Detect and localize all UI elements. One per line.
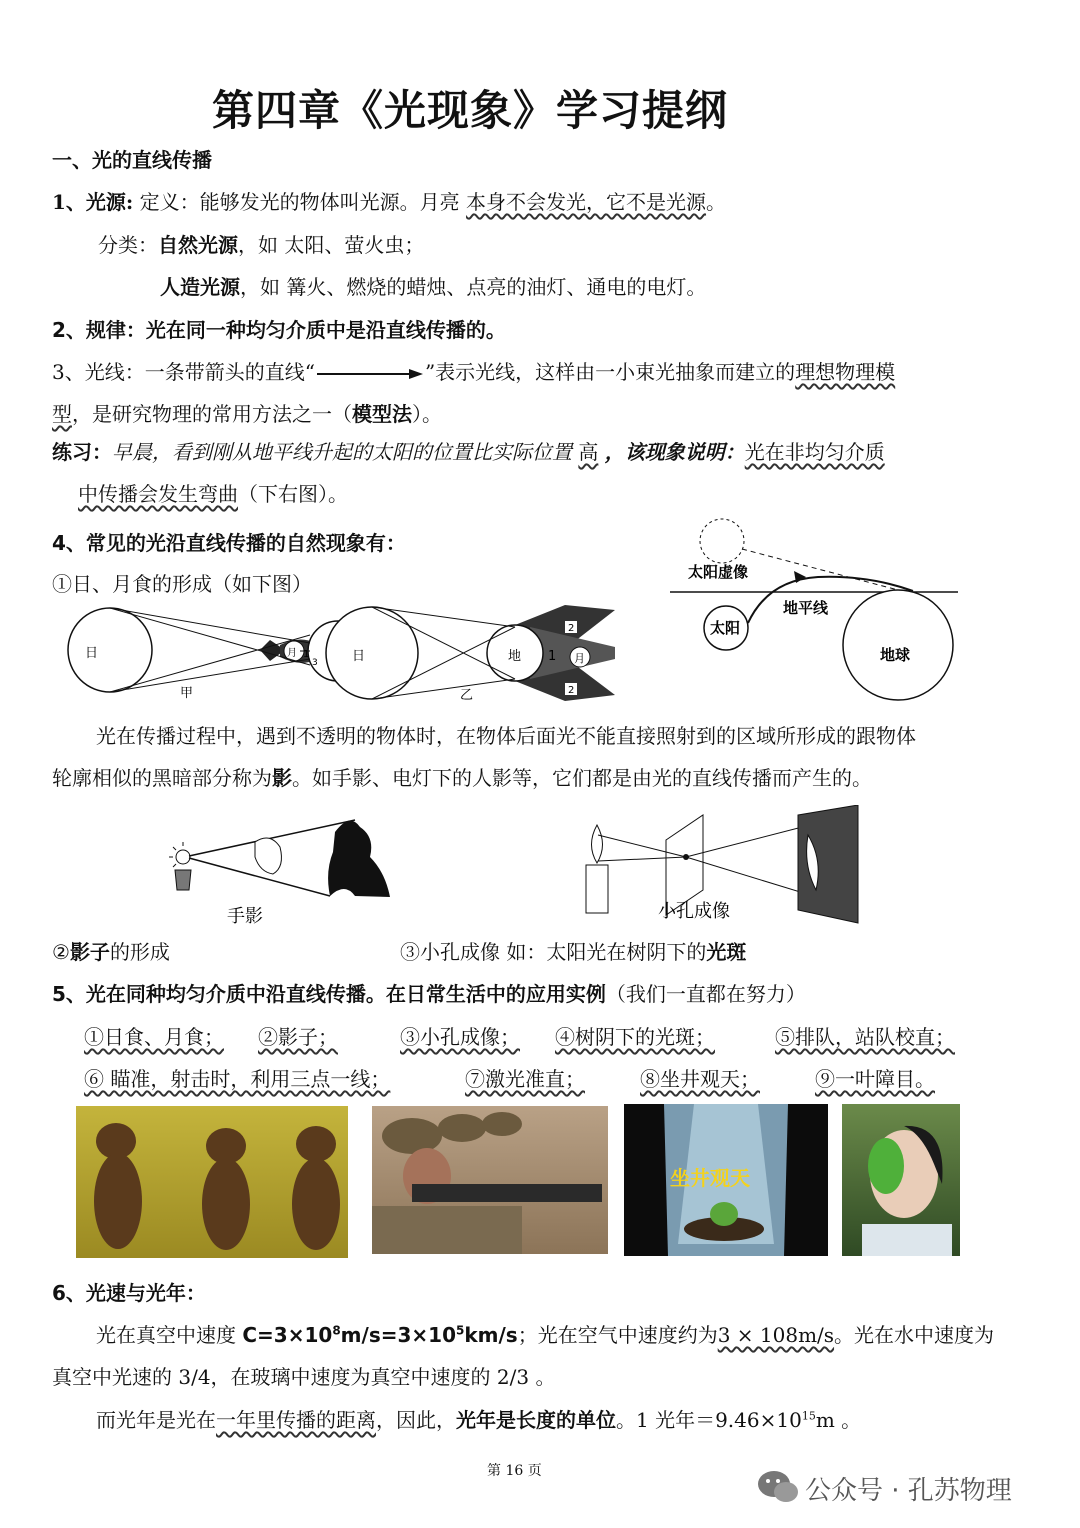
hand-shadow-figure — [155, 812, 405, 932]
label-earth-right: 地 — [508, 649, 522, 664]
label-1-right: 1 — [548, 649, 557, 664]
classification-line — [98, 229, 424, 258]
exercise-answer-cont: 中传播会发生弯曲 — [78, 482, 238, 506]
example-7: ⑦激光准直； — [465, 1067, 585, 1091]
page-title: 第四章《光现象》学习提纲 — [211, 86, 728, 135]
shadow-para-line2 — [52, 757, 872, 799]
exercise-answer2: 光在非均匀介质 — [744, 440, 885, 464]
caption-shadow-rest: 的形成 — [109, 940, 170, 964]
shadow-para-a: 轮廓相似的黑暗部分称为 — [52, 766, 272, 790]
example-6: ⑥ 瞄准，射击时，利用三点一线； — [84, 1067, 391, 1091]
caption-shadow-num: ② — [52, 940, 70, 964]
example-8: ⑧坐井观天； — [640, 1067, 760, 1091]
speed-unit: km/s — [464, 1323, 518, 1347]
photo-leaf-over-eye — [842, 1104, 960, 1256]
well-caption: 坐井观天 — [670, 1166, 750, 1190]
photo-frog-well — [624, 1104, 828, 1256]
photo-bears-queue — [76, 1106, 348, 1258]
caption-pinhole-text: ③小孔成像 如：太阳光在树阴下的 — [400, 940, 707, 964]
solar-eclipse-diagram — [68, 608, 368, 701]
shadow-para-line1: 光在传播过程中，遇到不透明的物体时，在物体后面光不能直接照射到的区域所形成的跟物体 — [96, 724, 916, 748]
label-horizon: 地平线 — [783, 599, 829, 617]
caption-jia: 甲 — [180, 686, 194, 701]
caption-pinhole — [400, 936, 746, 965]
item3-model: 理想物理模 — [795, 360, 896, 384]
speed-formula — [242, 1323, 517, 1347]
exercise-label: 练习： — [52, 440, 112, 464]
refraction-diagram — [668, 515, 968, 705]
pinhole-figure — [578, 805, 868, 930]
label-earth: 地球 — [880, 646, 911, 664]
photo-soldiers-aiming — [372, 1106, 608, 1254]
item1-line — [52, 186, 726, 215]
ly-definition: 一年里传播的距离 — [216, 1408, 376, 1432]
ly-text-b: ，因此， — [376, 1408, 456, 1432]
label-pinhole: 小孔成像 — [658, 901, 730, 922]
item3-close: ）。 — [412, 402, 442, 426]
speed-line1 — [96, 1319, 994, 1348]
label-sun-right: 日 — [352, 649, 366, 664]
speed-c: C=3×10 — [242, 1323, 333, 1347]
item6-heading: 6、光速与光年： — [52, 1281, 206, 1305]
label-moon-right: 月 — [574, 652, 585, 665]
item4-heading: 4、常见的光沿直线传播的自然现象有： — [52, 531, 406, 555]
shadow-term: 影 — [272, 766, 292, 790]
label-3-left: 3 — [312, 658, 318, 668]
label-moon-left: 月 — [287, 648, 297, 659]
class-artificial-examples: ，如 篝火、燃烧的蜡烛、点亮的油灯、通电的电灯。 — [240, 275, 707, 299]
class-artificial: 人造光源 — [160, 275, 240, 299]
item2-line: 2、规律：光在同一种均匀介质中是沿直线传播的。 — [52, 318, 506, 342]
lightyear-line — [96, 1404, 861, 1433]
example-9: ⑨一叶障目。 — [815, 1067, 935, 1091]
ly-text-a: 而光年是光在 — [96, 1408, 216, 1432]
ly-value: 。1 光年＝9.46×10 — [616, 1408, 802, 1432]
example-3: ③小孔成像； — [400, 1025, 520, 1049]
caption-yi: 乙 — [460, 688, 474, 703]
page-number: 第 16 页 — [487, 1463, 542, 1479]
item3-text-a: 3、光线：一条带箭头的直线“ — [52, 360, 315, 384]
speed-mid: m/s=3×10 — [340, 1323, 456, 1347]
item5-note: （我们一直都在努力） — [605, 982, 806, 1006]
item1-text: 定义：能够发光的物体叫光源。月亮 — [139, 190, 460, 214]
speed-exp1: 8 — [332, 1323, 341, 1338]
ly-unit: m 。 — [815, 1408, 862, 1432]
class-label: 分类： — [98, 233, 158, 257]
class-natural-examples: ，如 太阳、萤火虫； — [238, 233, 425, 257]
class-natural: 自然光源 — [158, 233, 238, 257]
exercise-text: 早晨，看到刚从地平线升起的太阳的位置比实际位置 — [112, 440, 572, 464]
item3-model-cont: 型 — [52, 402, 72, 426]
item5-head: 5、光在同种均匀介质中沿直线传播。在日常生活中的应用实例 — [52, 982, 606, 1006]
example-1: ①日食、月食； — [84, 1025, 224, 1049]
speed-text-a: 光在真空中速度 — [96, 1323, 236, 1347]
section-heading-1: 一、光的直线传播 — [52, 148, 212, 172]
exercise-line2 — [78, 478, 348, 507]
item3-line2 — [52, 398, 442, 427]
wechat-icon — [756, 1466, 800, 1510]
speed-text-c: 。光在水中速度为 — [834, 1323, 995, 1347]
item1-answer: 本身不会发光，它不是光源 — [466, 190, 707, 214]
label-2b: 2 — [568, 685, 575, 696]
exercise-answer: 高 — [578, 440, 599, 464]
exercise-mid: ，该现象说明： — [604, 440, 745, 464]
item3-text-b: ”表示光线，这样由一小束光抽象而建立的 — [424, 360, 796, 384]
speed-text-b: ；光在空气中速度约为 — [517, 1323, 718, 1347]
item3-rest: ，是研究物理的常用方法之一（ — [72, 402, 352, 426]
speed-exp2: 5 — [455, 1323, 465, 1338]
speed-air: 3 × 108m/s — [717, 1323, 835, 1347]
watermark-text: 公众号 · 孔苏物理 — [805, 1476, 1012, 1506]
label-virtual-sun: 太阳虚像 — [688, 563, 749, 581]
item3-line — [52, 356, 895, 385]
artificial-line — [160, 271, 706, 300]
ly-exp: 15 — [801, 1409, 816, 1423]
ray-arrow-icon — [315, 367, 425, 381]
speed-line2: 真空中光速的 3/4，在玻璃中速度为真空中速度的 2/3 。 — [52, 1365, 556, 1389]
exercise-line — [52, 436, 885, 465]
caption-pinhole-bold: 光斑 — [706, 940, 747, 964]
item1-head: 1、光源: — [52, 190, 134, 214]
label-2a: 2 — [568, 623, 575, 634]
item4-1: ①日、月食的形成（如下图） — [52, 572, 312, 596]
label-hand-shadow: 手影 — [227, 906, 263, 927]
shadow-para-b: 。如手影、电灯下的人影等，它们都是由光的直线传播而产生的。 — [292, 766, 872, 790]
ly-unit-statement: 光年是长度的单位 — [456, 1408, 616, 1432]
label-sun-left: 日 — [85, 646, 99, 661]
example-5: ⑤排队，站队校直； — [775, 1025, 955, 1049]
caption-shadow-bold: 影子 — [69, 940, 110, 964]
lunar-eclipse-diagram — [326, 605, 615, 703]
example-2: ②影子； — [258, 1025, 338, 1049]
item3-method: 模型法 — [352, 402, 412, 426]
label-sun: 太阳 — [710, 619, 741, 637]
item1-end: 。 — [706, 190, 727, 214]
label-1-left: 1 — [303, 649, 310, 660]
eclipse-diagram — [60, 605, 630, 705]
caption-shadow — [52, 936, 170, 965]
exercise-rest: （下右图）。 — [238, 482, 348, 506]
item5-heading — [52, 978, 806, 1007]
example-4: ④树阴下的光斑； — [555, 1025, 715, 1049]
